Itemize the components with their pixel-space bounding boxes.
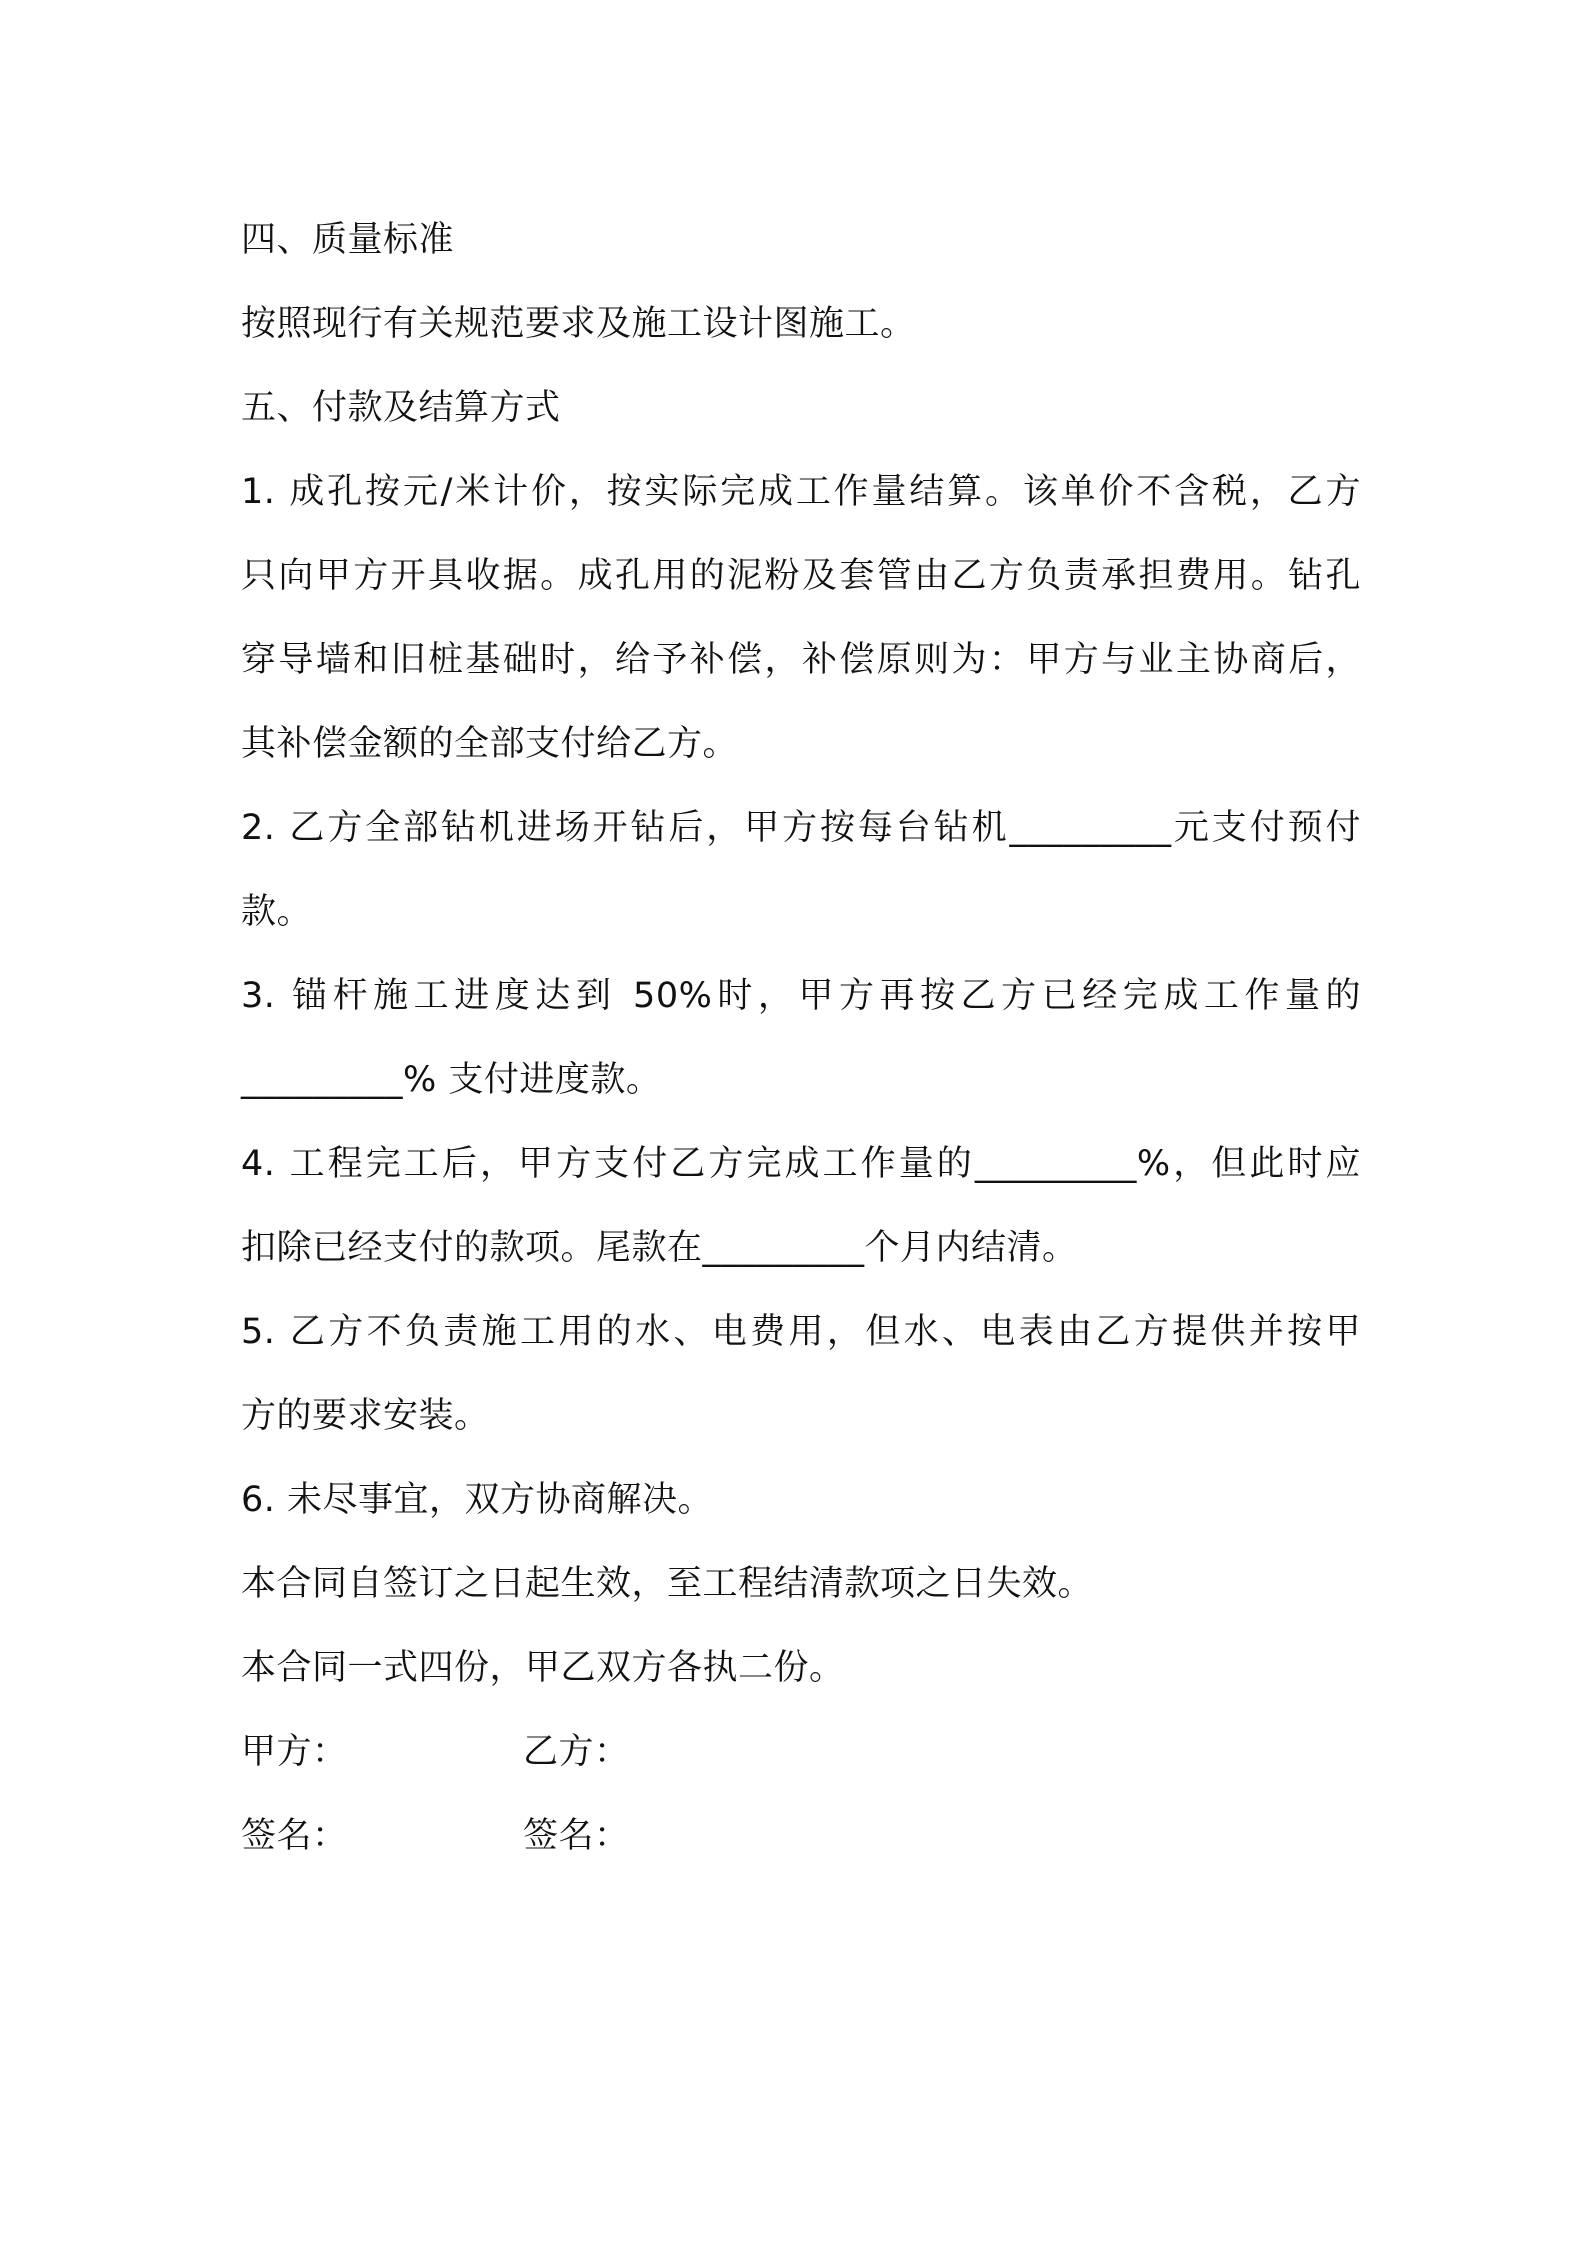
item-4-line-1: 4. 工程完工后，甲方支付乙方完成工作量的_________%，但此时应 <box>241 1144 1361 1184</box>
contract-page <box>241 198 1361 1878</box>
item-5-line-2: 方的要求安装。 <box>241 1396 490 1436</box>
party-row <box>241 1710 1361 1794</box>
item-1-line-1: 1. 成孔按元/米计价，按实际完成工作量结算。该单价不含税，乙方 <box>241 472 1361 512</box>
item-3-line-1: 3. 锚杆施工进度达到 50%时，甲方再按乙方已经完成工作量的 <box>241 976 1361 1016</box>
section-4-body: 按照现行有关规范要求及施工设计图施工。 <box>241 304 916 344</box>
item-1-line-4: 其补偿金额的全部支付给乙方。 <box>241 724 739 764</box>
item-2-line-1: 2. 乙方全部钻机进场开钻后，甲方按每台钻机_________元支付预付 <box>241 808 1361 848</box>
payment-item-4 <box>241 1122 1361 1290</box>
signature-row <box>241 1794 1361 1878</box>
payment-item-1 <box>241 450 1361 786</box>
sign-b-label: 签名： <box>523 1816 630 1856</box>
sign-a-label: 签名： <box>241 1816 348 1856</box>
section-5-title: 五、付款及结算方式 <box>241 388 561 428</box>
party-a-label: 甲方： <box>241 1732 348 1772</box>
item-1-line-3: 穿导墙和旧桩基础时，给予补偿，补偿原则为：甲方与业主协商后， <box>241 640 1361 680</box>
payment-item-6: 6. 未尽事宜，双方协商解决。 <box>241 1480 714 1520</box>
item-1-line-2: 只向甲方开具收据。成孔用的泥粉及套管由乙方负责承担费用。钻孔 <box>241 556 1361 596</box>
payment-item-2 <box>241 786 1361 954</box>
payment-item-3 <box>241 954 1361 1122</box>
payment-item-5 <box>241 1290 1361 1458</box>
section-4-title: 四、质量标准 <box>241 220 455 260</box>
item-4-line-2: 扣除已经支付的款项。尾款在_________个月内结清。 <box>241 1228 1078 1268</box>
item-2-line-2: 款。 <box>241 892 313 932</box>
copies-clause: 本合同一式四份，甲乙双方各执二份。 <box>241 1648 845 1688</box>
party-b-label: 乙方： <box>523 1732 630 1772</box>
effective-clause: 本合同自签订之日起生效，至工程结清款项之日失效。 <box>241 1564 1094 1604</box>
item-5-line-1: 5. 乙方不负责施工用的水、电费用，但水、电表由乙方提供并按甲 <box>241 1312 1361 1352</box>
item-3-line-2: _________% 支付进度款。 <box>241 1060 662 1100</box>
